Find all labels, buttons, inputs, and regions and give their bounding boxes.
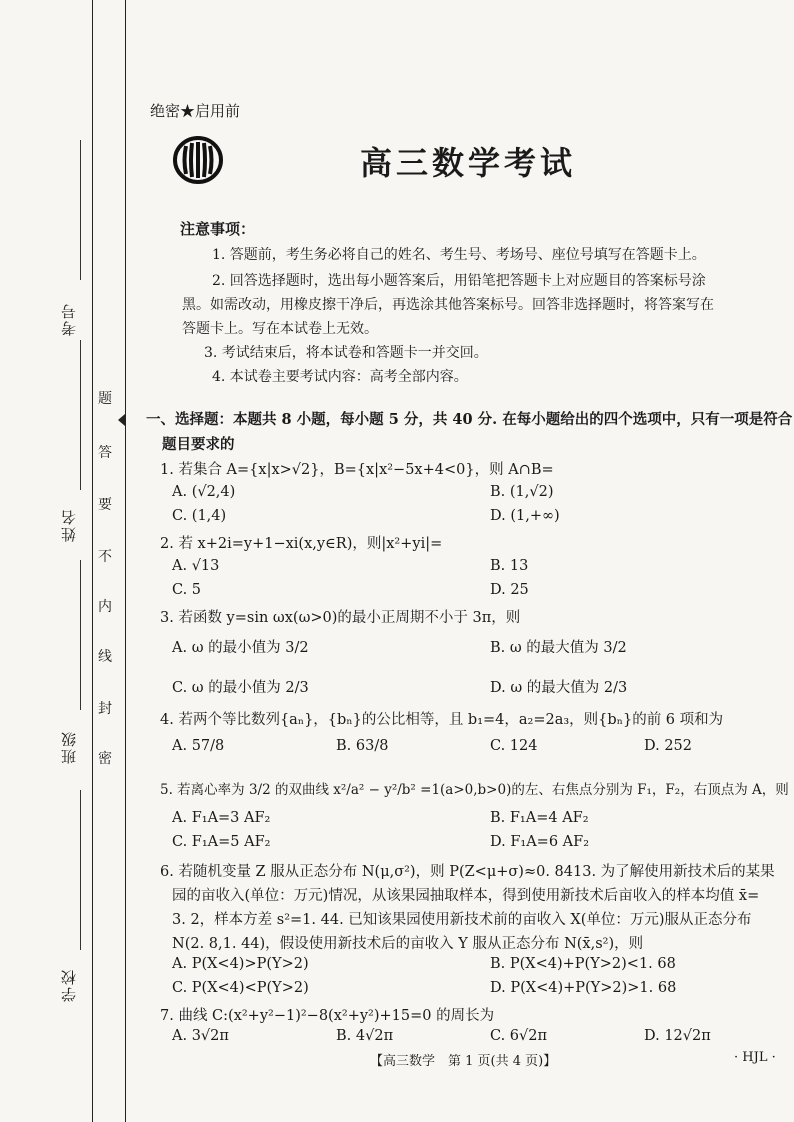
notice-line: 3. 考试结束后，将本试卷和答题卡一并交回。	[204, 345, 488, 361]
question-stem-line: N(2. 8,1. 44)，假设使用新技术后的亩收入 Y 服从正态分布 N(x̄,s²)，则	[172, 936, 644, 952]
notice-line: 1. 答题前，考生务必将自己的姓名、考生号、考场号、座位号填写在答题卡上。	[212, 247, 706, 263]
question-stem-line: 6. 若随机变量 Z 服从正态分布 N(μ,σ²)，则 P(Z<μ+σ)≈0. 8413. 为了解使用新技术后的某果	[160, 864, 775, 880]
secret-label: 绝密★启用前	[150, 102, 241, 120]
option: A. ω 的最小值为 3/2	[172, 640, 309, 656]
option: B. 13	[490, 558, 529, 574]
section-heading: 一、选择题：本题共 8 小题，每小题 5 分，共 40 分. 在每小题给出的四个选项中，只有一项是符合	[146, 411, 793, 428]
option: A. F₁A=3 AF₂	[172, 810, 271, 826]
seal-char: 密	[98, 751, 112, 767]
question-stem: 2. 若 x+2i=y+1−xi(x,y∈R)，则|x²+yi|=	[160, 536, 443, 552]
school-blank	[80, 790, 81, 950]
seal-char: 不	[98, 549, 112, 565]
option: A. √13	[172, 558, 220, 574]
option: D. 12√2π	[644, 1028, 711, 1044]
option: B. ω 的最大值为 3/2	[490, 640, 627, 656]
school-label: 学校	[60, 968, 78, 1002]
option: C. ω 的最小值为 2/3	[172, 680, 309, 696]
page-footer: 【高三数学 第 1 页(共 4 页)】	[370, 1054, 557, 1069]
option: D. F₁A=6 AF₂	[490, 834, 590, 850]
footer-code: · HJL ·	[734, 1050, 776, 1065]
page-title: 高三数学考试	[360, 144, 577, 182]
option: D. 25	[490, 582, 529, 598]
seal-char: 内	[98, 599, 112, 615]
option: B. (1,√2)	[490, 484, 554, 500]
notice-line: 黑。如需改动，用橡皮擦干净后，再选涂其他答案标号。回答非选择题时，将答案写在	[182, 297, 714, 313]
question-stem: 4. 若两个等比数列{aₙ}，{bₙ}的公比相等，且 b₁=4，a₂=2a₃，则{bₙ}的前 6 项和为	[160, 712, 724, 728]
binding-margin	[0, 0, 132, 1122]
option: D. 252	[644, 738, 693, 754]
question-stem: 5. 若离心率为 3/2 的双曲线 x²/a² − y²/b² =1(a>0,b>0)的左、右焦点分别为 F₁，F₂，右顶点为 A，则	[160, 782, 789, 798]
seal-char: 线	[98, 649, 112, 665]
name-blank	[80, 340, 81, 490]
class-blank	[80, 560, 81, 710]
option: C. 5	[172, 582, 202, 598]
question-stem-line: 园的亩收入(单位：万元)情况，从该果园抽取样本，得到使用新技术后亩收入的样本均值 x̄=	[172, 888, 760, 904]
class-label: 班级	[60, 730, 78, 764]
exam-no-blank	[80, 140, 81, 280]
section-heading-cont: 题目要求的	[162, 436, 235, 453]
notice-line: 2. 回答选择题时，选出每小题答案后，用铅笔把答题卡上对应题目的答案标号涂	[212, 273, 706, 289]
seal-line	[92, 0, 93, 1122]
option: C. 6√2π	[490, 1028, 548, 1044]
option: D. (1,+∞)	[490, 508, 560, 524]
question-stem: 1. 若集合 A={x|x>√2}，B={x|x²−5x+4<0}，则 A∩B=	[160, 462, 554, 478]
option: C. F₁A=5 AF₂	[172, 834, 271, 850]
seal-char: 答	[98, 445, 112, 461]
outer-border-line	[125, 0, 126, 1122]
option: C. P(X<4)<P(Y>2)	[172, 980, 309, 996]
option: A. P(X<4)>P(Y>2)	[172, 956, 309, 972]
exam-no-label: 考号	[60, 302, 78, 336]
exam-page	[146, 0, 793, 1122]
option: C. 124	[490, 738, 538, 754]
notice-heading: 注意事项：	[180, 220, 256, 238]
option: A. (√2,4)	[172, 484, 236, 500]
option: B. 4√2π	[336, 1028, 394, 1044]
notice-line: 答题卡上。写在本试卷上无效。	[182, 321, 378, 337]
option: A. 3√2π	[172, 1028, 229, 1044]
option: B. 63/8	[336, 738, 389, 754]
option: B. P(X<4)+P(Y>2)<1. 68	[490, 956, 676, 972]
publisher-logo-icon	[172, 134, 224, 186]
notice-line: 4. 本试卷主要考试内容：高考全部内容。	[212, 369, 468, 385]
seal-arrow-icon	[118, 414, 125, 426]
name-label: 姓名	[60, 508, 78, 542]
seal-char: 要	[98, 497, 112, 513]
option: A. 57/8	[172, 738, 225, 754]
seal-char: 题	[98, 391, 112, 407]
seal-char: 封	[98, 701, 112, 717]
question-stem: 3. 若函数 y=sin ωx(ω>0)的最小正周期不小于 3π，则	[160, 610, 521, 626]
option: B. F₁A=4 AF₂	[490, 810, 589, 826]
option: D. ω 的最大值为 2/3	[490, 680, 628, 696]
question-stem: 7. 曲线 C:(x²+y²−1)²−8(x²+y²)+15=0 的周长为	[160, 1008, 495, 1024]
question-stem-line: 3. 2，样本方差 s²=1. 44. 已知该果园使用新技术前的亩收入 X(单位：万元)服从正态分布	[172, 912, 752, 928]
option: C. (1,4)	[172, 508, 227, 524]
option: D. P(X<4)+P(Y>2)>1. 68	[490, 980, 677, 996]
